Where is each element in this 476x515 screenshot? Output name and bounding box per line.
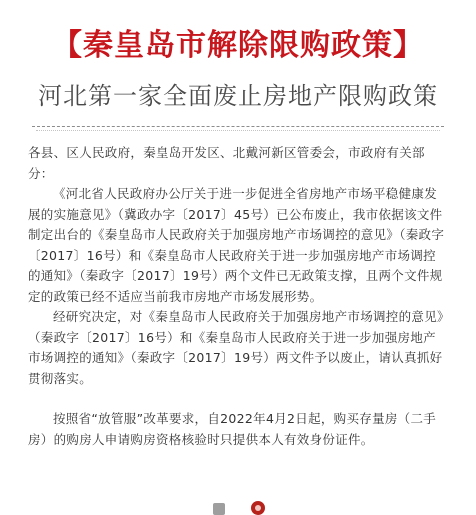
paragraph-1: 《河北省人民政府办公厅关于进一步促进全省房地产市场平稳健康发展的实施意见》（冀政办字〔2017〕45号）已公布废止，我市依据该文件制定出台的《秦皇岛市人民政府关于加强房地产市场调控的意见》（秦政字〔2017〕16号）和《秦皇岛市人民政府关于进一步加强房地产市场调控的通知》（秦政字〔2017〕19号）两个文件已无政策支撑，且两个文件规定的政策已经不适应当前我市房地产市场发展形势。 [28, 186, 445, 304]
headline-subtitle: 河北第一家全面废止房地产限购政策 [38, 82, 438, 110]
watermark-icon [251, 501, 265, 515]
article-body [28, 143, 446, 450]
dotted-divider [36, 130, 440, 131]
paragraph-2: 经研究决定，对《秦皇岛市人民政府关于加强房地产市场调控的意见》（秦政字〔2017〕16号）和《秦皇岛市人民政府关于进一步加强房地产市场调控的通知》（秦政字〔2017〕19号）两文件予以废止，请认真抓好贯彻落实。 [28, 309, 444, 386]
paragraph-3: 按照省“放管服”改革要求，自2022年4月2日起，购买存量房（二手房）的购房人申请购房资格核验时只提供本人有效身份证件。 [28, 411, 437, 447]
salutation: 各县、区人民政府，秦皇岛开发区、北戴河新区管委会，市政府有关部分： [28, 145, 425, 181]
dashed-divider [32, 126, 444, 127]
share-icon[interactable] [213, 503, 225, 515]
headline-title: 【秦皇岛市解除限购政策】 [52, 28, 424, 63]
